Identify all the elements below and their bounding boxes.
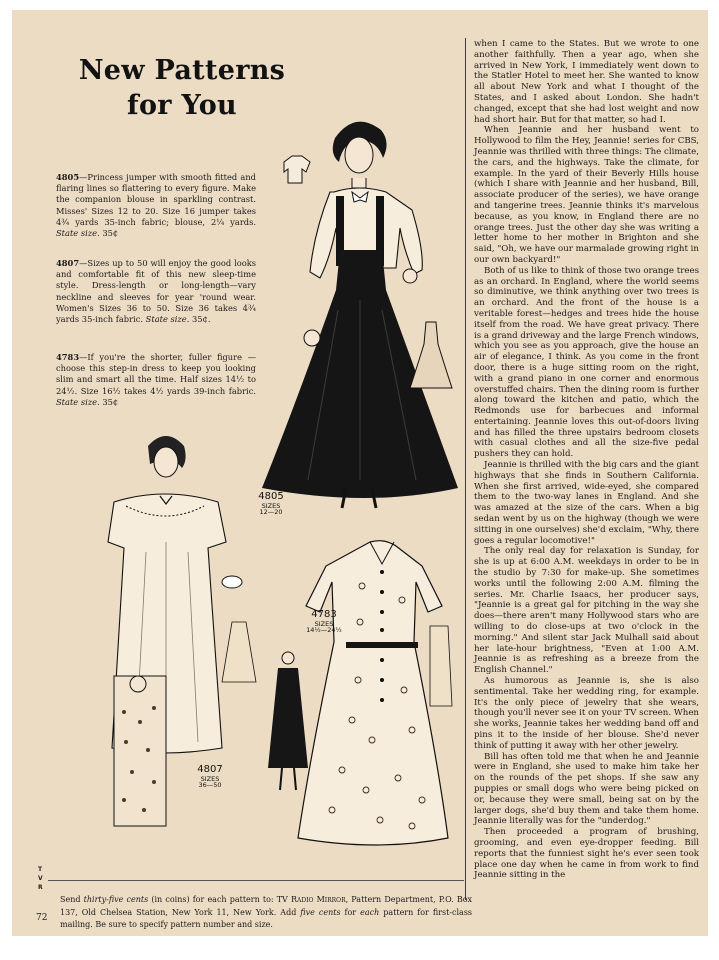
ordering-instructions: Send thirty-five cents (in coins) for each pattern to: TV Radio Mirror, Pattern Department, P.O. Box 137, Old Chelsea Station, New York 11, New York. Add five cents for each pattern for first-class mailing. Be sure to specify pattern number and size. (60, 895, 473, 929)
pattern-4783-description (56, 352, 256, 408)
magazine-page (12, 10, 708, 936)
article-paragraph: As humorous as Jeannie is, she is also sentimental. Take her wedding ring, for example. It's the only piece of jewelry that she wears, though you'll never see it on your TV screen. When she works, Jeannie takes her wedding band off and pins it to the inside of her blouse. She'd never think of putting it away with her other jewelry. (474, 676, 699, 751)
article-paragraph: The only real day for relaxation is Sunday, for she is up at 6:00 A.M. weekdays in order to be in the studio by 7:30 for make-up. She sometimes works until the following 2:00 A.M. filming the series. Mr. Charlie Isaacs, her producer says, "Jeannie is a great gal for pitching in the way she does—there aren't many Hollywood stars who are willing to do close-ups at two o'clock in the morning." And silent star Jack Mulhall said about her late-hour brightness, "Even at 1:00 A.M. Jeannie is as refreshing as a breeze from the English Channel." (474, 546, 699, 676)
pattern-price: 35¢ (102, 228, 119, 239)
jumper-dress-illustration (242, 100, 462, 510)
article-paragraph: Then proceeded a program of brushing, grooming, and even eye-dropper feeding. Bill reports that the funniest sight he's ever seen took place one day when he came in from work to find Jeannie sitting in the (474, 827, 699, 881)
pattern-number: 4807 (56, 258, 80, 268)
article-column (474, 39, 699, 881)
title-line-2: for You (127, 90, 237, 121)
pattern-4807-size-label: 4807 SIZES 36—50 (197, 764, 223, 790)
pattern-number: 4805 (56, 172, 80, 182)
pattern-price: 35¢ (102, 396, 119, 407)
side-letters: T V R (38, 866, 43, 891)
pattern-4807-description (56, 258, 256, 325)
column-divider (465, 38, 466, 900)
pattern-text: —Princess jumper with smooth fitted and flaring lines so flattering to every figure. Make the companion blouse in sparkling contrast. Misses' Sizes 12 to 20. Size 16 jumper takes 4¾ yards 35-inch fabric; blouse, 2¼ yards. (56, 172, 256, 227)
page-number: 72 (36, 913, 48, 923)
pattern-price: 35¢. (192, 314, 211, 325)
state-size: State size. (56, 228, 100, 239)
article-paragraph: When Jeannie and her husband went to Hollywood to film the Hey, Jeannie! series for CBS, Jeannie was thrilled with three things: The climate, the cars, and the highways. Take the climate, for example. In the yard of their Beverly Hills house (which I share with Jeannie and her husband, Bill, associate producer of the series), we have orange and tangerine trees. Jeannie thinks it's marvelous because, as you know, in England there are no orange trees. Just the other day she was writing a letter home to her mother in Brighton and she said, "Oh, we have our marmalade growing right in our own backyard!" (474, 125, 699, 265)
pattern-4805-size-label: 4805 SIZES 12—20 (258, 491, 284, 517)
article-paragraph: Jeannie is thrilled with the big cars and the giant highways that she finds in Southern California. When she first arrived, wide-eyed, she compared them to the two-way lanes in England. And she was amazed at the size of the cars. When a big sedan went by us on the highway (though we were sitting in one ourselves) she'd exclaim, "Why, there goes a regular locomotive!" (474, 460, 699, 546)
state-size: State size. (145, 314, 190, 325)
article-paragraph: when I came to the States. But we wrote to one another faithfully. Then a year ago, when she arrived in New York, I immediately went down to the Statler Hotel to meet her. She wanted to know all about New York and what I thought of the States, and I asked about London. She hadn't changed, except that she had lost weight and now had short hair. But for that matter, so had I. (474, 39, 699, 125)
footer-rule (48, 880, 464, 881)
pattern-text: —Sizes up to 50 will enjoy the good looks and comfortable fit of this new sleep-time style. Dress-length or long-length—vary neckline and sleeves for year 'round wear. Women's Sizes 36 to 50. Size 36 takes 4¾ yards 35-inch fabric. (56, 258, 256, 325)
nightgown-illustration (96, 432, 256, 832)
title-line-1: New Patterns (78, 55, 286, 86)
article-paragraph: Bill has often told me that when he and Jeannie were in England, she used to make him take her on the rounds of the pet shops. If she saw any puppies or small dogs who were being picked on or, because they were small, being sat on by the larger dogs, she'd buy them and take them home. Jeannie literally was for the "underdog." (474, 751, 699, 827)
shirtwaist-dress-illustration (262, 530, 462, 840)
pattern-4805-description (56, 172, 256, 239)
pattern-4783-size-label: 4783 SIZES 14½—24½ (306, 609, 342, 635)
article-paragraph: Both of us like to think of those two orange trees as an orchard. In England, where the world seems so diminutive, we think anything over two trees is an orchard. And the front of the house is a veritable forest—hedges and trees hide the house itself from the road. We have great privacy. There is a grand driveway and the large French windows, which you see as you approach, give the house an air of elegance, I think. As you come in the front door, there is a huge sitting room on the right, with a grand piano in one corner and enormous overstuffed chairs. Then the dining room is further along toward the kitchen and patio, which the Redmonds use for barbecues and informal entertaining. Jeannie loves this out-of-doors living and has filled the three upstairs bedroom closets with casual clothes and all the size-five pedal pushers they can hold. (474, 265, 700, 460)
pattern-text: —If you're the shorter, fuller figure —choose this step-in dress to keep you looking slim and smart all the time. Half sizes 14½ to 24½. Size 16½ takes 4½ yards 39-inch fabric. (56, 352, 256, 396)
state-size: State size. (56, 396, 100, 407)
pattern-number: 4783 (56, 352, 80, 362)
